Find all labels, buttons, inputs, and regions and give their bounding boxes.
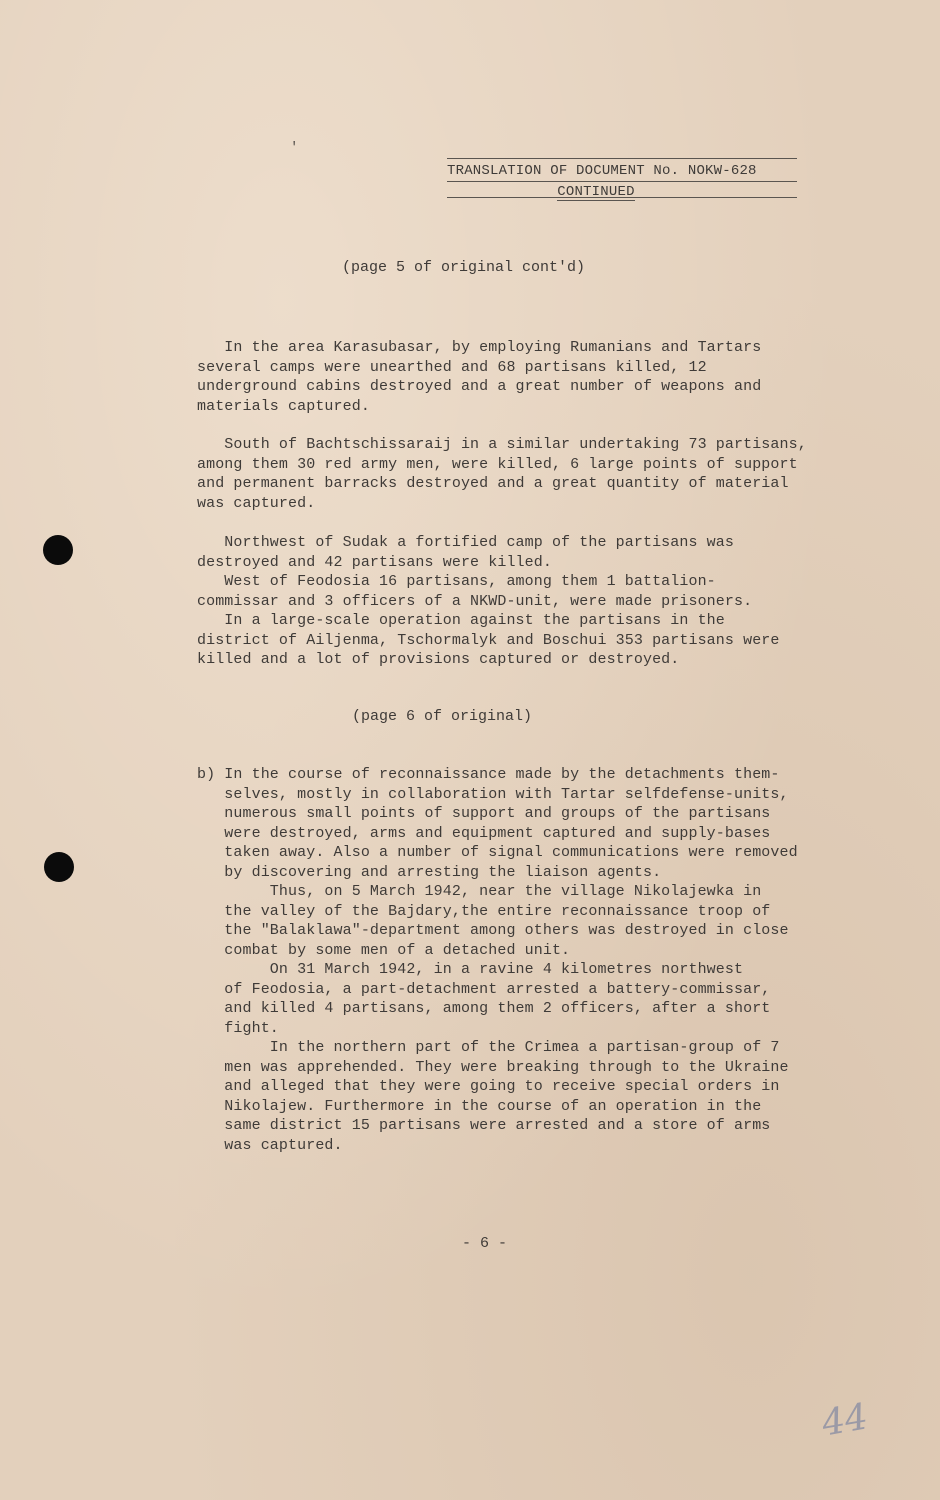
ink-mark: ' [290, 140, 299, 156]
header-subtitle: CONTINUED [557, 184, 635, 200]
handwritten-annotation: 44 [818, 1396, 872, 1445]
paragraph-bachtschissaraij: South of Bachtschissaraij in a similar undertaking 73 partisans, among them 30 red army men, were killed, 6 large points of support and permanent barracks destroyed and a great quantity of material was captured. [197, 436, 807, 512]
paragraph-sudak-feodosia: Northwest of Sudak a fortified camp of the partisans was destroyed and 42 partisans were killed. West of Feodosia 16 partisans, among them 1 battalion- commissar and 3 officers of a NKWD-unit, were made prisoners. In a large-scale operation against the partisans in the district of Ailjenma, Tschormalyk and Boschui 353 partisans were killed and a lot of provisions captured or destroyed. [197, 534, 780, 668]
page-note-6: (page 6 of original) [352, 708, 533, 725]
document-header [447, 158, 797, 202]
paragraph-karasubasar: In the area Karasubasar, by employing Rumanians and Tartars several camps were unearthed and 68 partisans killed, 12 underground cabins destroyed and a great number of weapons and materials captured. [197, 339, 762, 415]
page-number: - 6 - [462, 1235, 508, 1252]
page-note-5: (page 5 of original cont'd) [342, 259, 586, 276]
paragraph-reconnaissance: b) In the course of reconnaissance made by the detachments them- selves, mostly in collaboration with Tartar selfdefense-units, numerous small points of support and groups of the partisans were destroyed, arms and equipment captured and supply-bases taken away. Also a number of signal communications were removed by discovering and arresting the liaison agents. Thus, on 5 March 1942, near the village Nikolajewka in the valley of the Bajdary,the entire reconnaissance troop of the "Balaklawa"-department among others was destroyed in close combat by some men of a detached unit. On 31 March 1942, in a ravine 4 kilometres northwest of Feodosia, a part-detachment arrested a battery-commissar, and killed 4 partisans, among them 2 officers, after a short fight. In the northern part of the Crimea a partisan-group of 7 men was apprehended. They were breaking through to the Ukraine and alleged that they were going to receive special orders in Nikolajew. Furthermore in the course of an operation in the same district 15 partisans were arrested and a store of arms was captured. [197, 766, 798, 1154]
punch-hole-icon [44, 852, 74, 882]
header-title: TRANSLATION OF DOCUMENT No. NOKW-628 [447, 158, 797, 182]
punch-hole-icon [43, 535, 73, 565]
header-rule [447, 197, 797, 198]
